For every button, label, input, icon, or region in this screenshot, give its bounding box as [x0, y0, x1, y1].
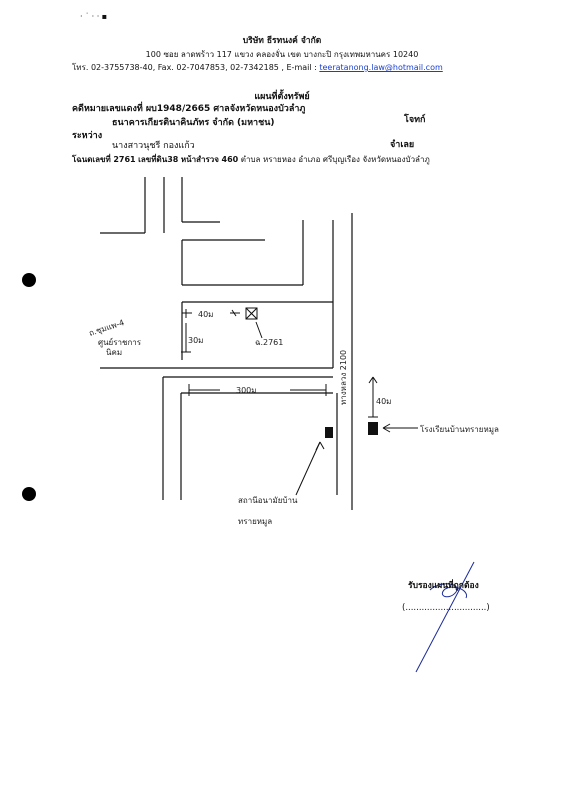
- dim-40m-top: 40ม: [198, 310, 214, 319]
- highway-label: ทางหลวง 2100: [339, 349, 348, 405]
- survey-label: หน้าสำรวจ: [180, 155, 219, 164]
- school-label: โรงเรียนบ้านทรายหมูล: [420, 425, 499, 434]
- company-name: บริษัท ธีรทนงค์ จำกัด: [242, 36, 322, 46]
- deed-number: 2761: [113, 155, 136, 164]
- email-link[interactable]: teeratanong.law@hotmail.com: [319, 63, 443, 72]
- case-number: คดีหมายเลขแดงที่ ผบ1948/2665 ศาลจังหวัดหนองบัวลำภู: [72, 104, 306, 114]
- company-address: 100 ซอย ลาดพร้าว 117 แขวง คลองจั่น เขต บางกะปิ กรุงเทพมหานคร 10240: [145, 50, 419, 59]
- station-label-1: สถานีอนามัยบ้าน: [238, 496, 298, 505]
- signature-line: (..............................): [402, 603, 490, 613]
- certify-label: รับรองแผนที่ถูกต้อง: [408, 581, 479, 591]
- station-label-2: ทรายหมูล: [238, 517, 273, 526]
- between-label: ระหว่าง: [72, 131, 103, 141]
- document-title: แผนที่ตั้งทรัพย์: [254, 92, 310, 102]
- left-note-2: ศูนย์ราชการ: [98, 338, 142, 347]
- plaintiff-role: โจทก์: [404, 115, 426, 125]
- school-marker-icon: [368, 422, 378, 435]
- plaintiff-name: ธนาคารเกียรตินาคินภัทร จำกัด (มหาชน): [112, 118, 275, 128]
- location-text: ตำบล หรายหอง อำเภอ ศรีบุญเรือง จังหวัดหนองบัวลำภู: [240, 155, 430, 164]
- left-note-3: นิคม: [106, 348, 123, 357]
- health-station-marker-icon: [325, 427, 333, 438]
- land-number: 38: [167, 155, 179, 164]
- survey-number: 460: [221, 155, 239, 164]
- plot-marker-icon: [246, 308, 257, 319]
- dim-40m-right: 40ม: [376, 397, 392, 406]
- contact-numbers: โทร. 02-3755738-40, Fax. 02-7047853, 02-7342185 , E-mail :: [72, 63, 320, 72]
- defendant-role: จำเลย: [390, 140, 415, 150]
- plot-label: ฉ.2761: [255, 338, 284, 347]
- dim-300m: 300ม: [236, 386, 257, 395]
- defendant-name: นางสาวนุชรี กองแก้ว: [112, 141, 195, 151]
- land-label: เลขที่ดิน: [138, 155, 168, 164]
- left-note-1: ถ.ชุมแพ-4: [87, 318, 126, 338]
- dim-30m: 30ม: [188, 336, 204, 345]
- deed-label: โฉนดเลขที่: [72, 155, 111, 164]
- scan-specks: · ˙ · · ▪: [80, 12, 108, 21]
